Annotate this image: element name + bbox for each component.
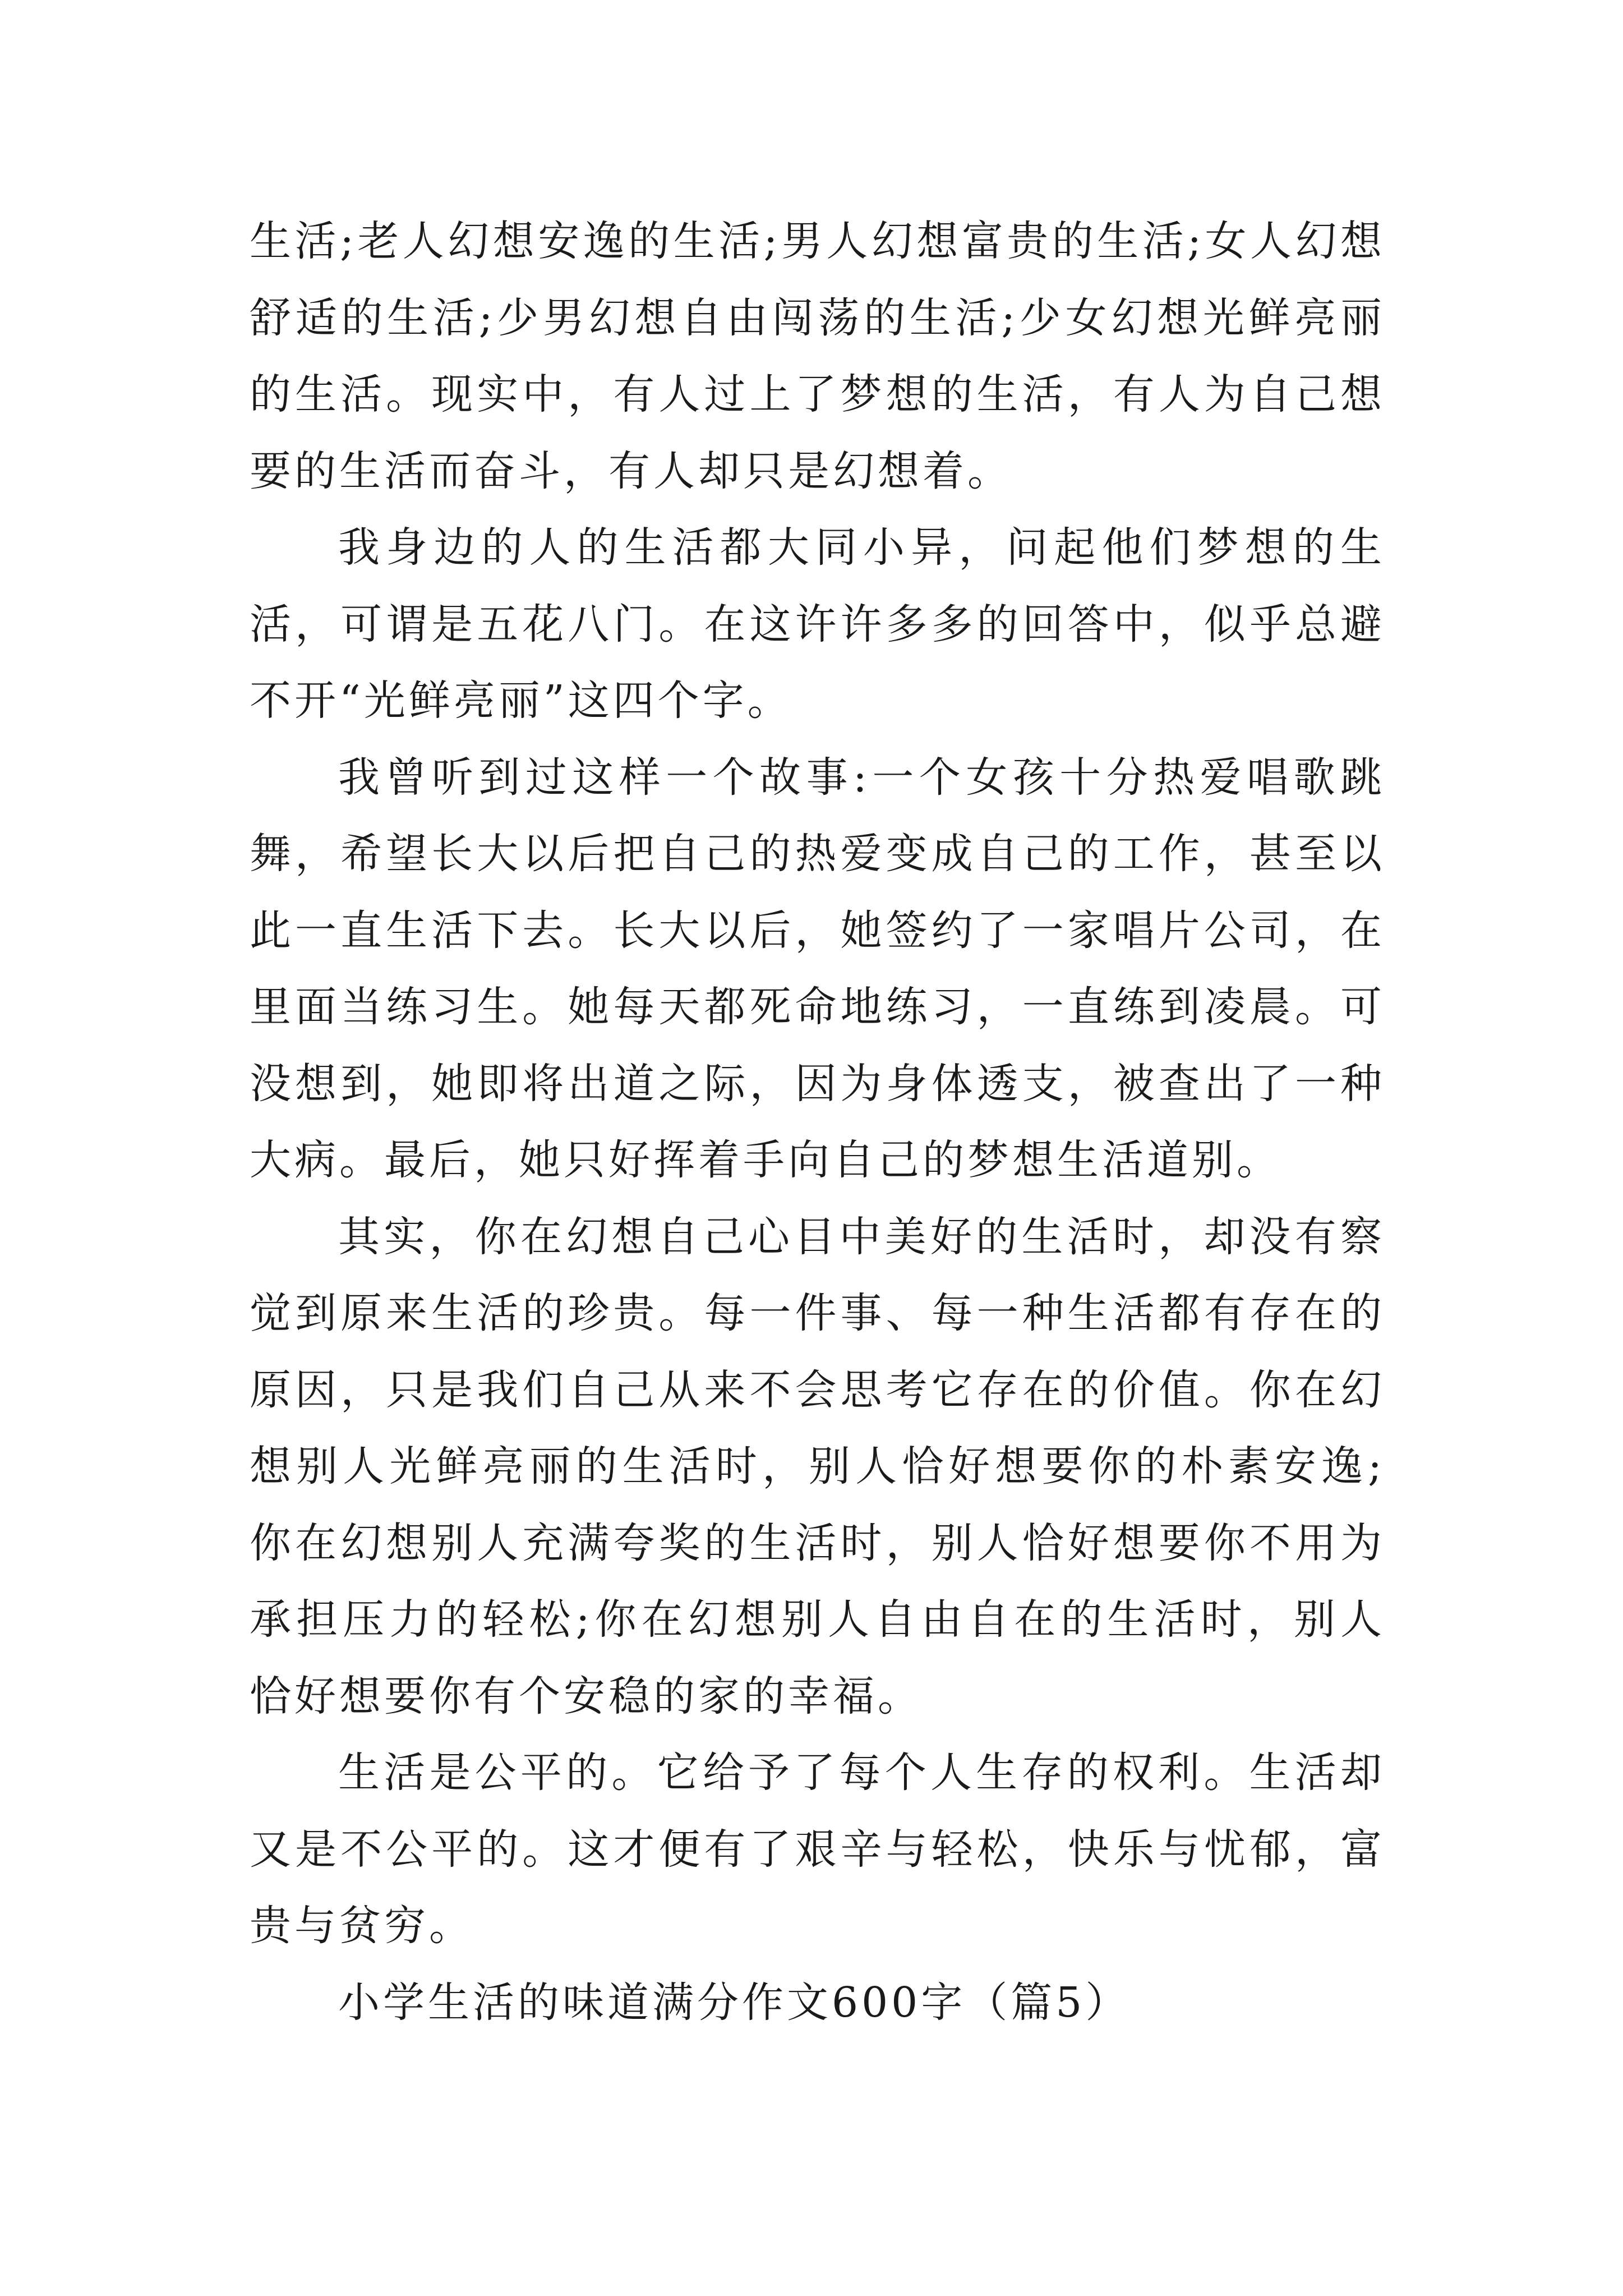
paragraph: 我身边的人的生活都大同小异，问起他们梦想的生活，可谓是五花八门。在这许许多多的回答中，似乎总避不开“光鲜亮丽”这四个字。	[250, 523, 1385, 725]
paragraph: 我曾听到过这样一个故事:一个女孩十分热爱唱歌跳舞，希望长大以后把自己的热爱变成自己的工作，甚至以此一直生活下去。长大以后，她签约了一家唱片公司，在里面当练习生。她每天都死命地练习，一直练到凌晨。可没想到，她即将出道之际，因为身体透支，被查出了一种大病。最后，她只好挥着手向自己的梦想生活道别。	[250, 753, 1385, 1184]
section-heading: 小学生活的味道满分作文600字（篇5）	[338, 1978, 1131, 2027]
paragraph: 其实，你在幻想自己心目中美好的生活时，却没有察觉到原来生活的珍贵。每一件事、每一种生活都有存在的原因，只是我们自己从来不会思考它存在的价值。你在幻想别人光鲜亮丽的生活时，别人恰好想要你的朴素安逸;你在幻想别人充满夸奖的生活时，别人恰好想要你不用为承担压力的轻松;你在幻想别人自由自在的生活时，别人恰好想要你有个安稳的家的幸福。	[250, 1212, 1385, 1720]
paragraph-continuation: 生活;老人幻想安逸的生活;男人幻想富贵的生活;女人幻想舒适的生活;少男幻想自由闯荡的生活;少女幻想光鲜亮丽的生活。现实中，有人过上了梦想的生活，有人为自己想要的生活而奋斗，有人却只是幻想着。	[250, 217, 1385, 495]
document-body	[250, 203, 1385, 2041]
paragraph: 生活是公平的。它给予了每个人生存的权利。生活却又是不公平的。这才便有了艰辛与轻松，快乐与忧郁，富贵与贫穷。	[250, 1749, 1385, 1950]
